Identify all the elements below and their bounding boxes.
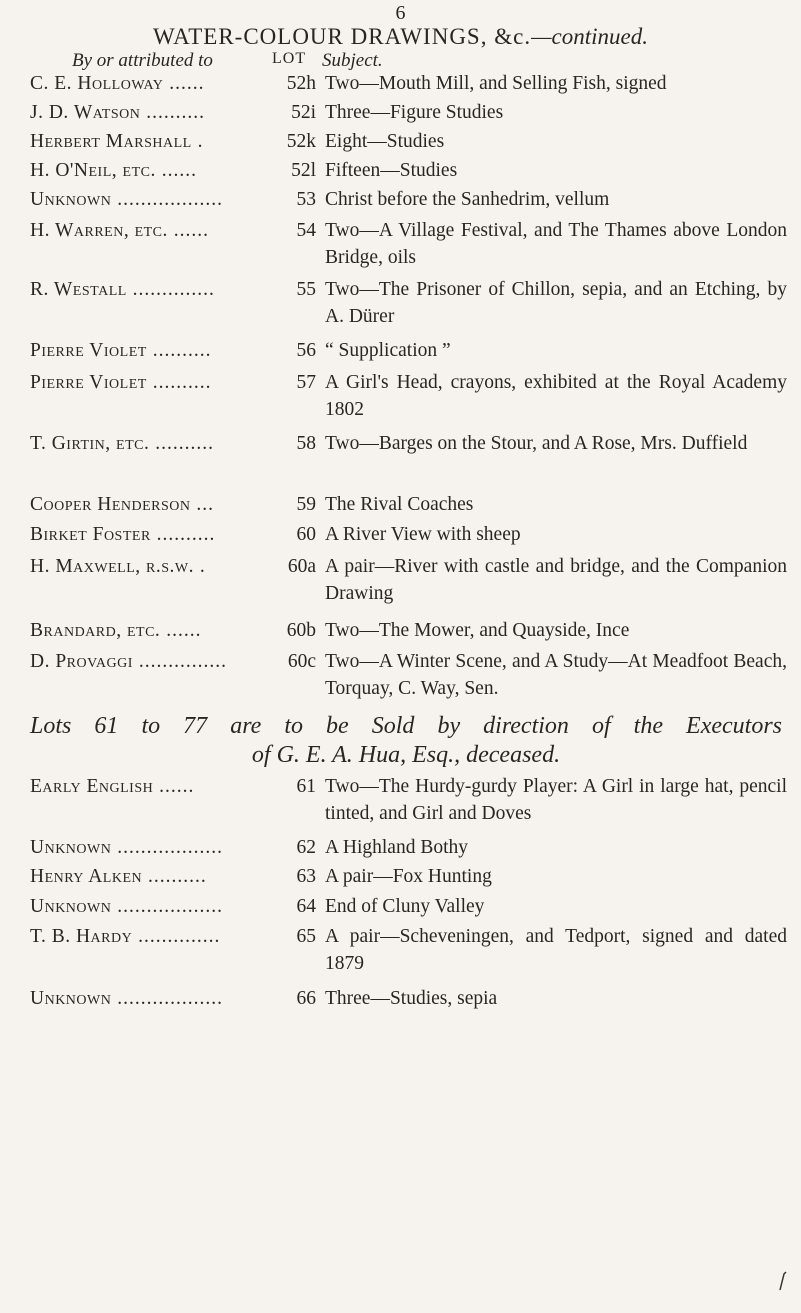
subject: The Rival Coaches xyxy=(325,494,474,515)
lot-number: 62 xyxy=(296,837,316,858)
artist: Birket Foster .......... xyxy=(30,524,216,545)
column-header-lot: LOT xyxy=(272,50,307,67)
subject: A pair—Scheveningen, and Tedport, signed and dated 1879 xyxy=(325,926,787,974)
title-text: WATER-COLOUR DRAWINGS, &c. xyxy=(153,24,532,49)
artist: Early English ...... xyxy=(30,776,195,797)
lot-number: 61 xyxy=(296,776,316,797)
artist: Pierre Violet .......... xyxy=(30,372,212,393)
page-title xyxy=(0,24,801,50)
artist: Pierre Violet .......... xyxy=(30,340,212,361)
subject: A Girl's Head, crayons, exhibited at the Royal Academy 1802 xyxy=(325,372,787,420)
artist: Cooper Henderson ... xyxy=(30,494,215,515)
lot-number: 55 xyxy=(296,279,316,300)
artist: C. E. Holloway ...... xyxy=(30,73,205,94)
subject: “ Supplication ” xyxy=(325,340,451,361)
artist: D. Provaggi ............... xyxy=(30,651,227,672)
artist: Unknown .................. xyxy=(30,837,223,858)
lot-number: 66 xyxy=(296,988,316,1009)
subject: A pair—River with castle and bridge, and the Companion Drawing xyxy=(325,556,787,604)
lot-number: 52k xyxy=(286,131,316,152)
subject: Two—Mouth Mill, and Selling Fish, signed xyxy=(325,73,667,94)
artist: T. B. Hardy .............. xyxy=(30,926,221,947)
lot-number: 56 xyxy=(296,340,316,361)
lot-number: 52l xyxy=(291,160,316,181)
subject: A pair—Fox Hunting xyxy=(325,866,492,887)
subject: A Highland Bothy xyxy=(325,837,469,858)
subject: Two—A Village Festival, and The Thames above London Bridge, oils xyxy=(325,220,787,268)
lot-number: 53 xyxy=(296,189,316,210)
page-number: 6 xyxy=(395,2,406,24)
artist: Brandard, etc. ...... xyxy=(30,620,202,641)
subject: Two—The Hurdy-gurdy Player: A Girl in large hat, pencil tinted, and Girl and Doves xyxy=(325,776,787,824)
artist: Henry Alken .......... xyxy=(30,866,207,887)
subject: A River View with sheep xyxy=(325,524,521,545)
artist: H. Maxwell, r.s.w. . xyxy=(30,556,206,577)
artist: T. Girtin, etc. .......... xyxy=(30,433,214,454)
subject: Two—A Winter Scene, and A Study—At Meadfoot Beach, Torquay, C. Way, Sen. xyxy=(325,651,787,699)
subject: Eight—Studies xyxy=(325,131,445,152)
artist: Herbert Marshall . xyxy=(30,131,204,152)
column-header-subject: Subject. xyxy=(322,50,383,71)
lot-number: 52h xyxy=(286,73,316,94)
lot-number: 54 xyxy=(296,220,316,241)
lot-number: 52i xyxy=(291,102,316,123)
lot-number: 60a xyxy=(287,556,316,577)
lot-number: 60c xyxy=(287,651,316,672)
subject: Two—Barges on the Stour, and A Rose, Mrs. Duffield xyxy=(325,433,748,454)
lot-number: 60b xyxy=(286,620,316,641)
subject: End of Cluny Valley xyxy=(325,896,485,917)
lot-number: 59 xyxy=(296,494,316,515)
title-continued: —continued. xyxy=(531,24,648,49)
artist: Unknown .................. xyxy=(30,896,223,917)
artist: Unknown .................. xyxy=(30,988,223,1009)
artist: Unknown .................. xyxy=(30,189,223,210)
subject: Two—The Prisoner of Chillon, sepia, and an Etching, by A. Dürer xyxy=(325,279,787,327)
ink-mark xyxy=(778,1270,788,1292)
subject: Three—Figure Studies xyxy=(325,102,504,123)
column-header-artist: By or attributed to xyxy=(72,50,213,71)
lot-number: 57 xyxy=(296,372,316,393)
notice-line-1: Lots 61 to 77 are to be Sold by direction of the Executors xyxy=(30,713,782,739)
lot-number: 65 xyxy=(296,926,316,947)
notice-line-2: of G. E. A. Hua, Esq., deceased. xyxy=(251,742,561,768)
artist: H. Warren, etc. ...... xyxy=(30,220,210,241)
subject: Christ before the Sanhedrim, vellum xyxy=(325,189,610,210)
artist: J. D. Watson .......... xyxy=(30,102,205,123)
lot-number: 64 xyxy=(296,896,316,917)
subject: Two—The Mower, and Quayside, Ince xyxy=(325,620,630,641)
lot-number: 63 xyxy=(296,866,316,887)
lot-number: 58 xyxy=(296,433,316,454)
subject: Three—Studies, sepia xyxy=(325,988,498,1009)
executors-notice xyxy=(30,712,782,770)
artist: H. O'Neil, etc. ...... xyxy=(30,160,197,181)
lot-number: 60 xyxy=(296,524,316,545)
subject: Fifteen—Studies xyxy=(325,160,458,181)
artist: R. Westall .............. xyxy=(30,279,215,300)
